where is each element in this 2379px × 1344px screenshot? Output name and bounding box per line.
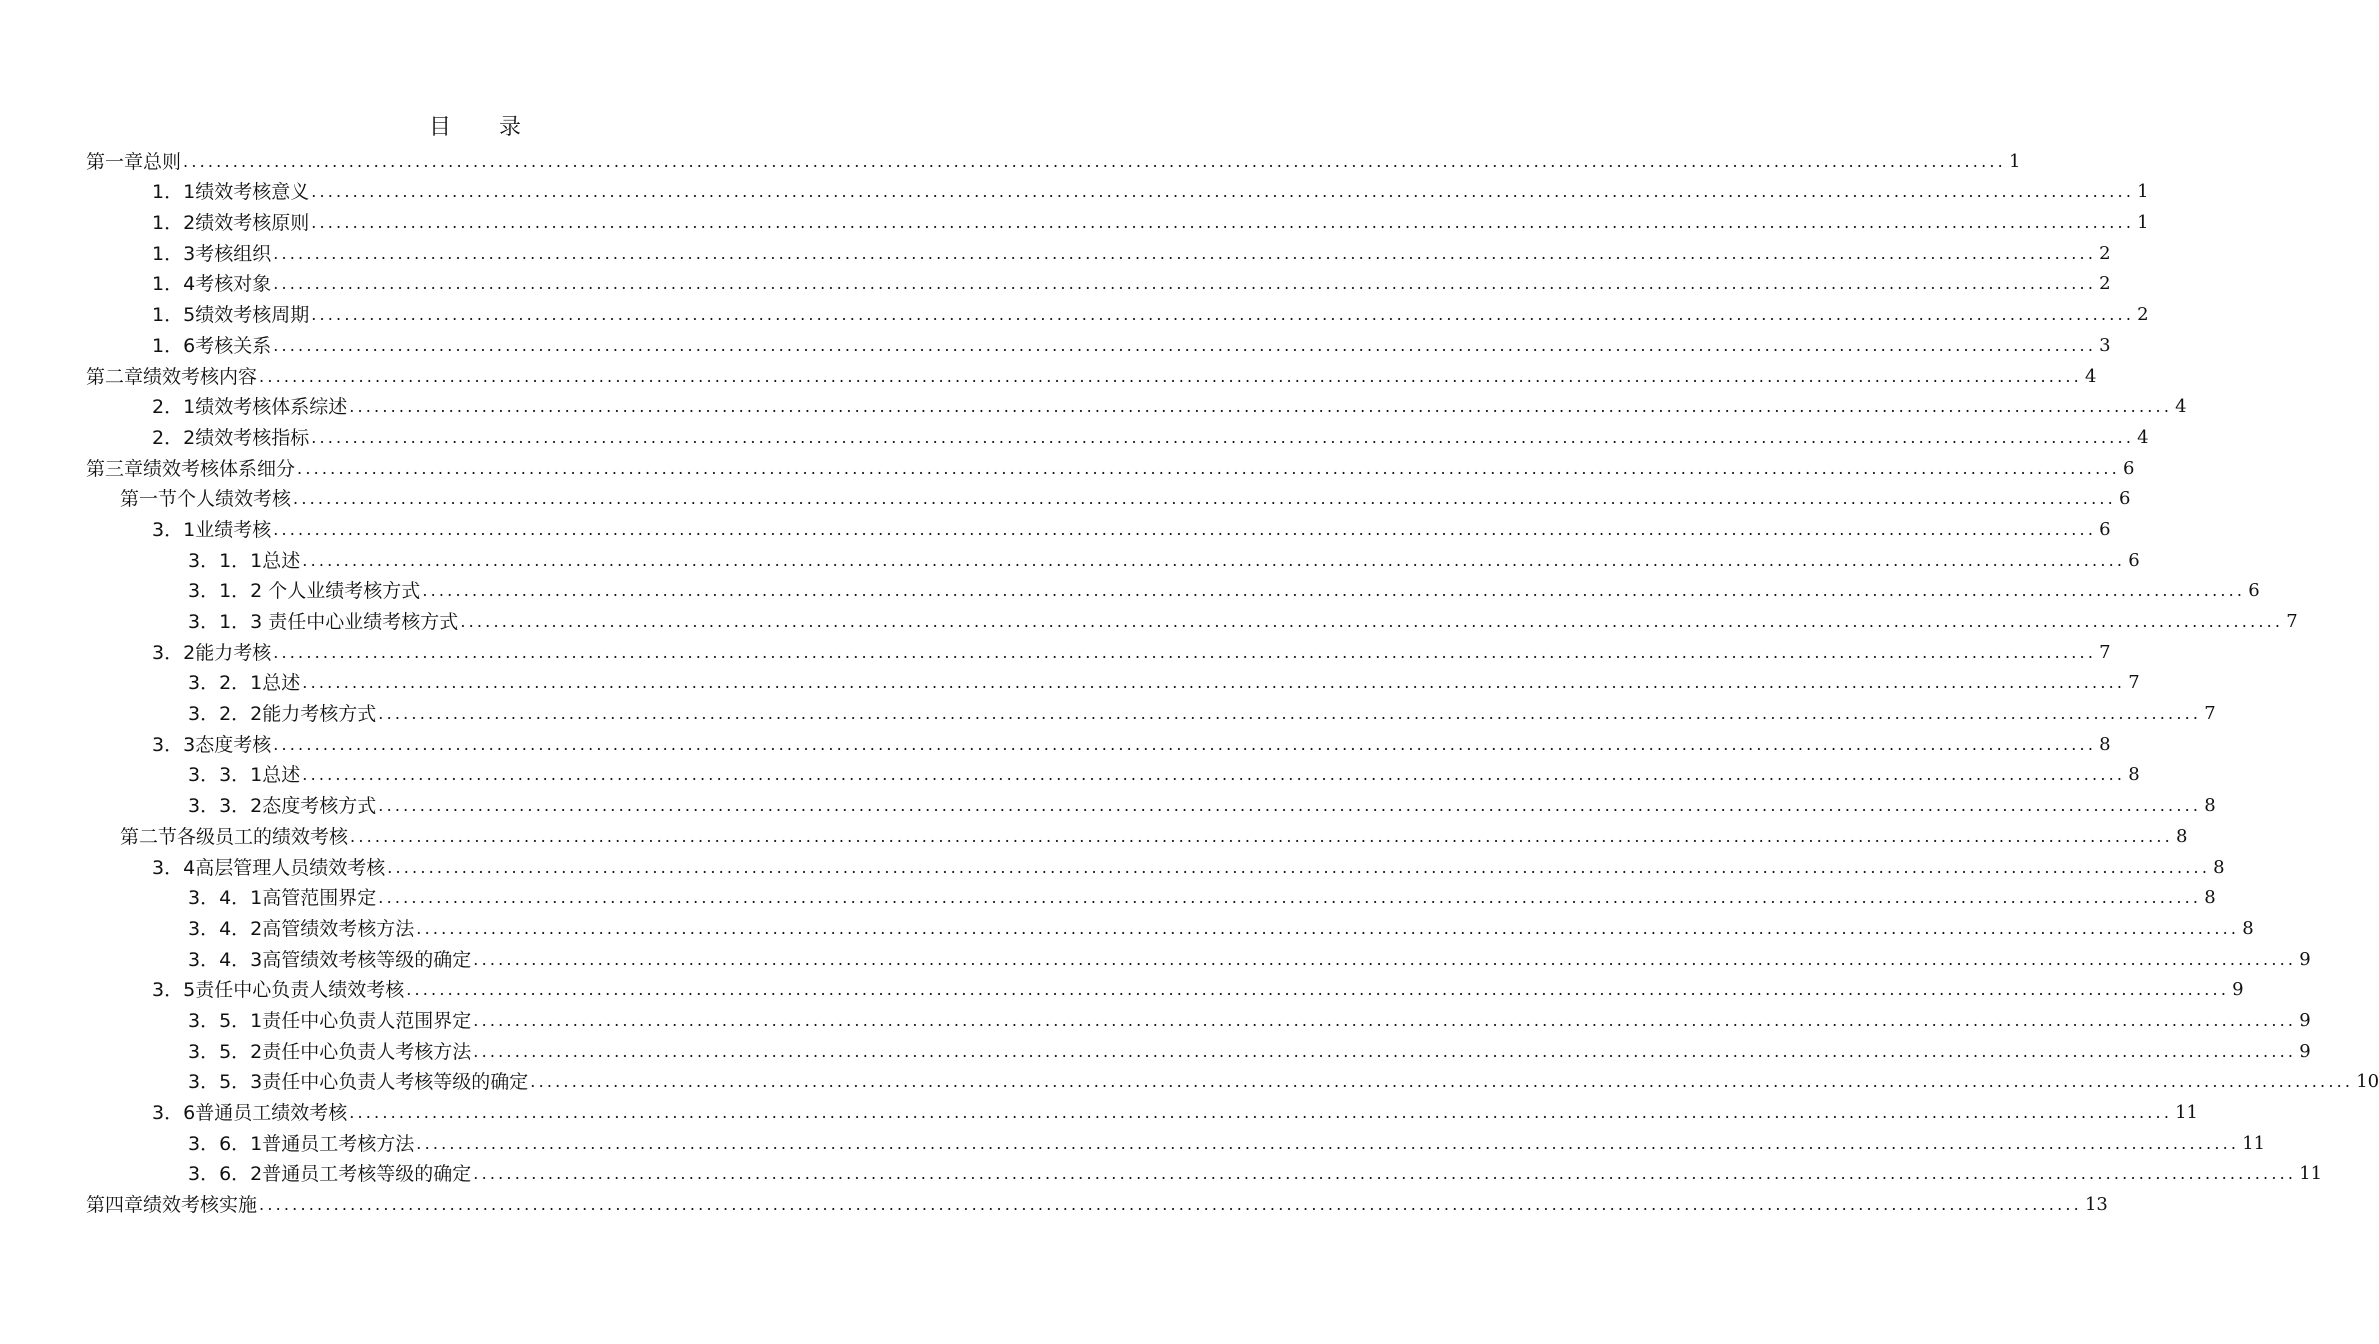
toc-entry-number: 3．1 — [152, 518, 196, 541]
toc-entry-number: 3．4．3 — [188, 948, 263, 971]
toc-entry-page-number: 9 — [2299, 948, 2311, 970]
toc-entry-page-number: 6 — [2248, 580, 2260, 602]
dot-leader: ............................................................................................................................................................................................................................ — [387, 857, 2211, 877]
toc-entry-number: 3．5．1 — [188, 1009, 263, 1032]
toc-entry-label: 责任中心负责人考核方法 — [262, 1040, 472, 1063]
toc-entry-label: 高管范围界定 — [262, 887, 377, 910]
toc-entry[interactable] — [0, 604, 2298, 635]
dot-leader: ............................................................................................................................................................................................................................ — [378, 796, 2202, 816]
toc-entry[interactable] — [0, 267, 2111, 298]
toc-entry-label: 高管绩效考核等级的确定 — [262, 948, 472, 971]
toc-entry[interactable] — [0, 635, 2111, 666]
toc-entry-label: 绩效考核体系综述 — [195, 396, 348, 419]
toc-entry[interactable] — [0, 696, 2216, 727]
toc-entry-page-number: 11 — [2299, 1163, 2323, 1185]
toc-list — [0, 144, 2379, 1218]
dot-leader: ............................................................................................................................................................................................................................ — [311, 305, 2135, 325]
toc-entry-page-number: 1 — [2008, 150, 2021, 172]
toc-entry-number: 3．2．1 — [188, 672, 263, 695]
toc-entry-label: 责任中心负责人范围界定 — [262, 1009, 472, 1032]
toc-entry-number: 1．1 — [152, 181, 196, 204]
toc-entry-label: 绩效考核周期 — [195, 304, 310, 327]
toc-entry-label: 普通员工绩效考核 — [195, 1102, 348, 1124]
toc-entry-label: 考核对象 — [195, 273, 272, 296]
dot-leader: ............................................................................................................................................................................................................................ — [293, 489, 2116, 509]
toc-entry[interactable] — [0, 451, 2135, 482]
toc-entry-label: 责任中心负责人绩效考核 — [195, 979, 405, 1002]
toc-entry-number: 3．4．2 — [188, 917, 263, 940]
dot-leader: ............................................................................................................................................................................................................................ — [183, 151, 2006, 171]
toc-entry-label: 态度考核方式 — [262, 795, 377, 818]
toc-entry[interactable] — [0, 1126, 2266, 1157]
toc-entry-label: 业绩考核 — [195, 518, 272, 541]
toc-entry-label: 考核关系 — [195, 334, 272, 357]
toc-entry-number: 3．5．3 — [188, 1071, 263, 1094]
toc-title-right: 录 — [499, 115, 522, 140]
toc-entry-number: 3．3．2 — [188, 795, 263, 818]
toc-entry-page-number: 8 — [2128, 764, 2140, 786]
toc-entry-number: 3．1．3 — [188, 611, 263, 633]
toc-title-left: 目 — [428, 115, 451, 140]
dot-leader: ............................................................................................................................................................................................................................ — [378, 704, 2202, 724]
toc-entry[interactable] — [0, 1157, 2323, 1188]
toc-entry-page-number: 3 — [2099, 334, 2111, 356]
toc-entry[interactable] — [0, 727, 2111, 758]
toc-entry-number: 第一节 — [120, 488, 178, 511]
toc-entry-label: 绩效考核指标 — [195, 426, 310, 449]
toc-entry-page-number: 6 — [2118, 488, 2131, 510]
toc-entry-number: 1．4 — [152, 273, 196, 296]
toc-entry-number: 3．6 — [152, 1102, 196, 1124]
toc-entry[interactable] — [0, 512, 2111, 543]
dot-leader: ............................................................................................................................................................................................................................ — [302, 673, 2126, 693]
toc-entry-label: 普通员工考核等级的确定 — [262, 1163, 472, 1186]
toc-entry-number: 2．1 — [152, 396, 196, 419]
toc-entry-page-number: 9 — [2299, 1009, 2311, 1031]
toc-entry[interactable] — [0, 205, 2149, 236]
toc-entry-number: 3．2．2 — [188, 703, 263, 726]
toc-entry[interactable] — [0, 1065, 2379, 1096]
dot-leader: ............................................................................................................................................................................................................................ — [473, 949, 2297, 969]
toc-entry[interactable] — [0, 482, 2131, 513]
toc-entry-label: 普通员工考核方法 — [262, 1132, 415, 1155]
toc-entry[interactable] — [0, 973, 2244, 1004]
toc-entry-page-number: 8 — [2213, 856, 2225, 878]
toc-entry-label: 态度考核 — [195, 733, 272, 756]
dot-leader: ............................................................................................................................................................................................................................ — [273, 243, 2097, 263]
toc-entry-label: 绩效考核原则 — [195, 212, 310, 235]
toc-entry-label: 责任中心业绩考核方式 — [262, 611, 459, 633]
dot-leader: ............................................................................................................................................................................................................................ — [297, 458, 2120, 478]
toc-entry-label: 总述 — [262, 672, 301, 695]
toc-entry-page-number: 1 — [2137, 212, 2149, 234]
dot-leader: ............................................................................................................................................................................................................................ — [378, 888, 2202, 908]
toc-entry-label: 总述 — [262, 764, 301, 787]
dot-leader: ............................................................................................................................................................................................................................ — [416, 918, 2240, 938]
toc-entry-page-number: 8 — [2204, 795, 2216, 817]
toc-entry[interactable] — [0, 328, 2111, 359]
toc-entry-number: 第二章 — [86, 365, 144, 388]
toc-entry[interactable] — [0, 881, 2216, 912]
toc-entry-label: 责任中心负责人考核等级的确定 — [262, 1071, 529, 1094]
toc-entry-number: 1．3 — [152, 242, 196, 265]
toc-entry-page-number: 2 — [2099, 242, 2111, 264]
toc-entry-page-number: 7 — [2286, 611, 2298, 632]
toc-entry-number: 3．6．2 — [188, 1163, 263, 1186]
dot-leader: ............................................................................................................................................................................................................................ — [302, 765, 2126, 785]
toc-entry-page-number: 11 — [2242, 1132, 2266, 1154]
toc-entry-label: 总则 — [143, 150, 182, 173]
dot-leader: ............................................................................................................................................................................................................................ — [473, 1010, 2297, 1030]
toc-entry-page-number: 2 — [2137, 304, 2149, 326]
toc-entry-label: 总述 — [262, 549, 301, 572]
toc-entry-number: 1．2 — [152, 212, 196, 235]
toc-entry-label: 绩效考核意义 — [195, 181, 310, 204]
toc-entry-label: 绩效考核体系细分 — [143, 457, 296, 480]
dot-leader: ............................................................................................................................................................................................................................ — [473, 1164, 2297, 1184]
dot-leader: ............................................................................................................................................................................................................................ — [311, 427, 2135, 447]
toc-entry[interactable] — [0, 1003, 2311, 1034]
toc-entry-label: 绩效考核实施 — [143, 1194, 258, 1217]
toc-entry-page-number: 10 — [2356, 1071, 2379, 1093]
toc-entry-label: 能力考核 — [195, 641, 272, 664]
dot-leader: ............................................................................................................................................................................................................................ — [460, 612, 2284, 631]
toc-title — [0, 112, 950, 144]
toc-entry-page-number: 13 — [2084, 1194, 2108, 1216]
toc-entry[interactable] — [0, 543, 2140, 574]
dot-leader: ............................................................................................................................................................................................................................ — [273, 519, 2097, 539]
toc-entry[interactable] — [0, 819, 2188, 850]
toc-entry-number: 第四章 — [86, 1194, 144, 1217]
toc-entry-number: 3．1．1 — [188, 549, 263, 572]
toc-entry[interactable] — [0, 297, 2149, 328]
dot-leader: ............................................................................................................................................................................................................................ — [311, 182, 2135, 202]
dot-leader: ............................................................................................................................................................................................................................ — [273, 335, 2097, 355]
toc-entry-page-number: 7 — [2128, 672, 2140, 694]
toc-entry[interactable] — [0, 666, 2140, 697]
toc-entry-page-number: 8 — [2175, 825, 2188, 847]
toc-entry-page-number: 6 — [2122, 457, 2135, 479]
toc-entry[interactable] — [0, 1095, 2199, 1126]
toc-entry[interactable] — [0, 788, 2216, 819]
toc-entry[interactable] — [0, 175, 2149, 206]
dot-leader: ............................................................................................................................................................................................................................ — [406, 980, 2230, 1000]
toc-entry-label: 能力考核方式 — [262, 703, 377, 726]
toc-entry[interactable] — [0, 758, 2140, 789]
dot-leader: ............................................................................................................................................................................................................................ — [530, 1072, 2354, 1092]
toc-entry[interactable] — [0, 359, 2097, 390]
toc-entry[interactable] — [0, 144, 2021, 175]
toc-entry-number: 3．4．1 — [188, 887, 263, 910]
dot-leader: ............................................................................................................................................................................................................................ — [273, 274, 2097, 294]
dot-leader: ............................................................................................................................................................................................................................ — [311, 213, 2135, 233]
toc-entry-page-number: 4 — [2175, 396, 2187, 418]
dot-leader: ............................................................................................................................................................................................................................ — [422, 581, 2246, 601]
toc-entry-number: 1．6 — [152, 334, 196, 357]
toc-entry-number: 3．3 — [152, 733, 196, 756]
toc-entry-number: 第一章 — [86, 150, 144, 173]
toc-entry-page-number: 9 — [2232, 979, 2244, 1001]
toc-entry-page-number: 7 — [2099, 641, 2111, 663]
dot-leader: ............................................................................................................................................................................................................................ — [350, 826, 2173, 846]
toc-entry[interactable] — [0, 1034, 2311, 1065]
toc-entry-page-number: 9 — [2299, 1040, 2311, 1062]
toc-entry-label: 高层管理人员绩效考核 — [195, 856, 386, 879]
toc-entry-label: 绩效考核内容 — [143, 365, 258, 388]
toc-entry-page-number: 7 — [2204, 703, 2216, 725]
toc-entry-page-number: 4 — [2137, 426, 2149, 448]
dot-leader: ............................................................................................................................................................................................................................ — [259, 1195, 2082, 1215]
toc-entry[interactable] — [0, 1187, 2108, 1218]
toc-entry-page-number: 4 — [2084, 365, 2097, 387]
toc-entry-page-number: 2 — [2099, 273, 2111, 295]
toc-entry-number: 3．1．2 — [188, 580, 263, 603]
toc-entry[interactable] — [0, 574, 2260, 605]
dot-leader: ............................................................................................................................................................................................................................ — [302, 550, 2126, 570]
toc-entry-number: 3．6．1 — [188, 1132, 263, 1155]
toc-entry-number: 第二节 — [120, 825, 178, 848]
toc-entry[interactable] — [0, 850, 2225, 881]
toc-entry-label: 考核组织 — [195, 242, 272, 265]
toc-entry-page-number: 11 — [2175, 1102, 2199, 1123]
toc-entry-label: 高管绩效考核方法 — [262, 917, 415, 940]
toc-entry[interactable] — [0, 911, 2254, 942]
toc-entry-number: 3．5．2 — [188, 1040, 263, 1063]
toc-entry-label: 个人业绩考核方式 — [262, 580, 421, 603]
toc-entry-number: 2．2 — [152, 426, 196, 449]
toc-entry-label: 各级员工的绩效考核 — [177, 825, 349, 848]
toc-entry-number: 第三章 — [86, 457, 144, 480]
toc-entry-page-number: 8 — [2242, 917, 2254, 939]
dot-leader: ............................................................................................................................................................................................................................ — [273, 734, 2097, 754]
toc-entry-number: 1．5 — [152, 304, 196, 327]
toc-entry-page-number: 6 — [2128, 549, 2140, 571]
toc-entry-label: 个人绩效考核 — [177, 488, 292, 511]
toc-entry-page-number: 8 — [2099, 733, 2111, 755]
toc-entry[interactable] — [0, 420, 2149, 451]
dot-leader: ............................................................................................................................................................................................................................ — [259, 366, 2082, 386]
toc-entry[interactable] — [0, 390, 2187, 421]
toc-entry[interactable] — [0, 236, 2111, 267]
toc-entry-page-number: 8 — [2204, 887, 2216, 909]
dot-leader: ............................................................................................................................................................................................................................ — [473, 1041, 2297, 1061]
toc-entry[interactable] — [0, 942, 2311, 973]
dot-leader: ............................................................................................................................................................................................................................ — [416, 1133, 2240, 1153]
toc-entry-number: 3．4 — [152, 856, 196, 879]
toc-entry-number: 3．3．1 — [188, 764, 263, 787]
dot-leader: ............................................................................................................................................................................................................................ — [273, 642, 2097, 662]
toc-entry-page-number: 1 — [2137, 181, 2149, 203]
toc-entry-page-number: 6 — [2099, 518, 2111, 540]
dot-leader: ............................................................................................................................................................................................................................ — [349, 397, 2173, 417]
dot-leader: ............................................................................................................................................................................................................................ — [349, 1103, 2173, 1122]
toc-entry-number: 3．2 — [152, 641, 196, 664]
toc-entry-number: 3．5 — [152, 979, 196, 1002]
